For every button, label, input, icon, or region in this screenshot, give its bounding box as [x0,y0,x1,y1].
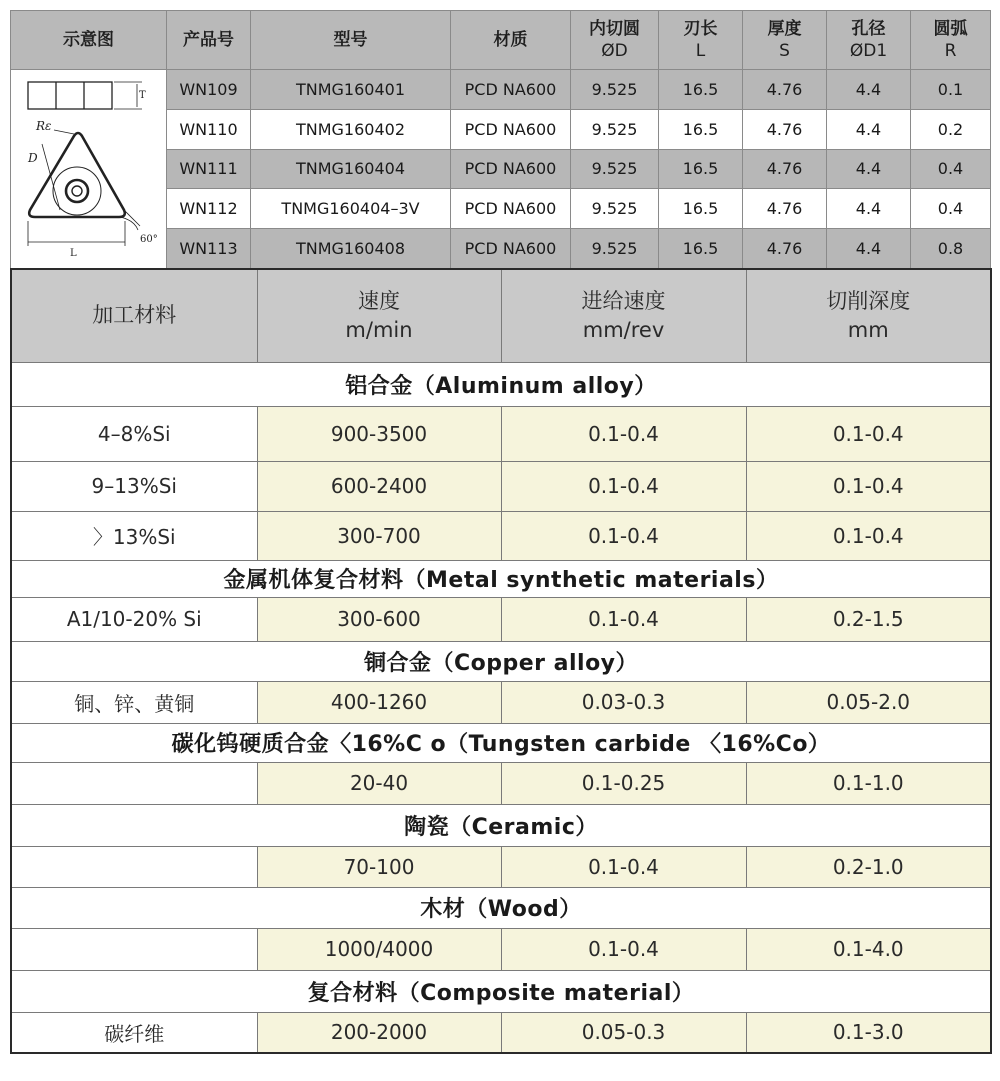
insert-spec-table [10,10,991,269]
section-row [11,970,991,1012]
cell-feed: 0.1-0.4 [501,461,746,511]
header-speed-unit: m/min [345,317,413,342]
diagram-label-angle: 60° [139,234,158,245]
header-hole-title: 孔径 [851,19,886,39]
cell-speed: 70-100 [257,846,501,887]
table-row [11,511,991,560]
cell-material: PCD NA600 [451,70,571,110]
header-speed-title: 速度 [358,288,400,313]
cell-material: PCD NA600 [451,229,571,269]
section-title: 复合材料（Composite material） [11,970,991,1012]
triangle-insert-shape [29,133,125,217]
cell-d1: 4.4 [827,189,911,229]
cell-work-material: 碳纤维 [11,1012,257,1053]
cell-l: 16.5 [659,109,743,149]
cell-depth: 0.1-4.0 [746,928,991,970]
header-feed-title: 进给速度 [581,288,666,313]
cell-work-material: 9–13%Si [11,461,257,511]
cell-product-no: WN113 [167,229,251,269]
cell-model: TNMG160408 [251,229,451,269]
cell-r: 0.4 [911,189,991,229]
section-title: 木材（Wood） [11,887,991,928]
header-inscribed-sub: ØD [601,41,628,61]
cell-material: PCD NA600 [451,109,571,149]
header-depth-title: 切削深度 [826,288,911,313]
header-thickness [743,11,827,70]
section-row [11,641,991,681]
table-row [11,762,991,804]
cell-r: 0.8 [911,229,991,269]
cell-d1: 4.4 [827,149,911,189]
cell-d1: 4.4 [827,229,911,269]
header-radius-title: 圆弧 [933,19,968,39]
cell-d: 9.525 [571,149,659,189]
cell-depth: 0.05-2.0 [746,681,991,723]
header-feed [501,269,746,362]
header-material: 材质 [451,11,571,70]
insert-side-view [28,82,112,109]
header-edge-sub: L [695,41,706,61]
cell-speed: 900-3500 [257,406,501,461]
insert-diagram-cell [11,70,167,269]
table-row [11,681,991,723]
header-feed-unit: mm/rev [582,317,665,342]
diagram-label-l: L [69,248,77,259]
cell-d1: 4.4 [827,109,911,149]
cell-s: 4.76 [743,229,827,269]
cut-header-row [11,269,991,362]
cell-feed: 0.1-0.4 [501,511,746,560]
section-row [11,560,991,597]
section-title: 铝合金（Aluminum alloy） [11,362,991,406]
cell-feed: 0.05-0.3 [501,1012,746,1053]
cell-depth: 0.1-3.0 [746,1012,991,1053]
cell-material: PCD NA600 [451,189,571,229]
cell-feed: 0.1-0.25 [501,762,746,804]
cell-s: 4.76 [743,149,827,189]
cell-feed: 0.1-0.4 [501,928,746,970]
cell-d: 9.525 [571,109,659,149]
cell-s: 4.76 [743,189,827,229]
insert-diagram [12,70,166,264]
cell-feed: 0.1-0.4 [501,406,746,461]
header-depth-unit: mm [847,317,889,342]
table-row [11,928,991,970]
cell-depth: 0.2-1.5 [746,597,991,641]
cell-depth: 0.1-0.4 [746,406,991,461]
cell-work-material: 铜、锌、黄铜 [11,681,257,723]
cell-speed: 1000/4000 [257,928,501,970]
section-title: 铜合金（Copper alloy） [11,641,991,681]
header-depth [746,269,991,362]
header-speed [257,269,501,362]
spec-header-row [11,11,991,70]
cell-work-material [11,846,257,887]
cell-s: 4.76 [743,109,827,149]
cell-work-material [11,762,257,804]
header-hole-sub: ØD1 [849,41,888,61]
header-radius [911,11,991,70]
cell-work-material: A1/10-20% Si [11,597,257,641]
header-thickness-title: 厚度 [767,19,802,39]
header-model: 型号 [251,11,451,70]
cell-speed: 600-2400 [257,461,501,511]
diagram-label-d: D [27,151,38,165]
cell-depth: 0.1-0.4 [746,461,991,511]
cell-speed: 300-700 [257,511,501,560]
header-inscribed-title: 内切圆 [589,19,640,39]
cell-l: 16.5 [659,70,743,110]
diagram-label-t: T [138,90,146,101]
cell-work-material [11,928,257,970]
cell-speed: 20-40 [257,762,501,804]
cell-depth: 0.1-1.0 [746,762,991,804]
cutting-parameters-table [10,268,992,1054]
header-inscribed-circle [571,11,659,70]
cell-material: PCD NA600 [451,149,571,189]
section-title: 金属机体复合材料（Metal synthetic materials） [11,560,991,597]
cell-depth: 0.1-0.4 [746,511,991,560]
cell-l: 16.5 [659,229,743,269]
section-title: 碳化钨硬质合金〈16%C o（Tungsten carbide 〈16%Co） [11,723,991,762]
cell-s: 4.76 [743,70,827,110]
cell-work-material: 4–8%Si [11,406,257,461]
table-row [11,70,991,110]
table-row [11,406,991,461]
header-radius-sub: R [944,41,957,61]
cell-speed: 200-2000 [257,1012,501,1053]
cell-depth: 0.2-1.0 [746,846,991,887]
cell-product-no: WN110 [167,109,251,149]
cell-product-no: WN111 [167,149,251,189]
cell-r: 0.2 [911,109,991,149]
cell-model: TNMG160404–3V [251,189,451,229]
cell-l: 16.5 [659,189,743,229]
cell-d: 9.525 [571,189,659,229]
cell-feed: 0.1-0.4 [501,597,746,641]
section-row [11,887,991,928]
section-row [11,362,991,406]
cell-r: 0.4 [911,149,991,189]
cell-d1: 4.4 [827,70,911,110]
cell-d: 9.525 [571,229,659,269]
cell-feed: 0.1-0.4 [501,846,746,887]
header-hole-diameter [827,11,911,70]
header-thickness-sub: S [779,41,790,61]
cell-model: TNMG160404 [251,149,451,189]
cell-work-material: 〉13%Si [11,511,257,560]
diagram-label-re: Rε [35,119,51,133]
section-row [11,804,991,846]
table-row [11,846,991,887]
table-row [11,1012,991,1053]
cell-model: TNMG160402 [251,109,451,149]
section-row [11,723,991,762]
cell-product-no: WN112 [167,189,251,229]
header-edge-title: 刃长 [683,19,718,39]
cell-d: 9.525 [571,70,659,110]
cell-l: 16.5 [659,149,743,189]
table-row [11,597,991,641]
cell-product-no: WN109 [167,70,251,110]
cell-r: 0.1 [911,70,991,110]
header-product-no: 产品号 [167,11,251,70]
section-title: 陶瓷（Ceramic） [11,804,991,846]
cell-speed: 300-600 [257,597,501,641]
header-work-material: 加工材料 [11,269,257,362]
header-diagram: 示意图 [11,11,167,70]
table-row [11,461,991,511]
cell-speed: 400-1260 [257,681,501,723]
cell-model: TNMG160401 [251,70,451,110]
header-edge-length [659,11,743,70]
cell-feed: 0.03-0.3 [501,681,746,723]
